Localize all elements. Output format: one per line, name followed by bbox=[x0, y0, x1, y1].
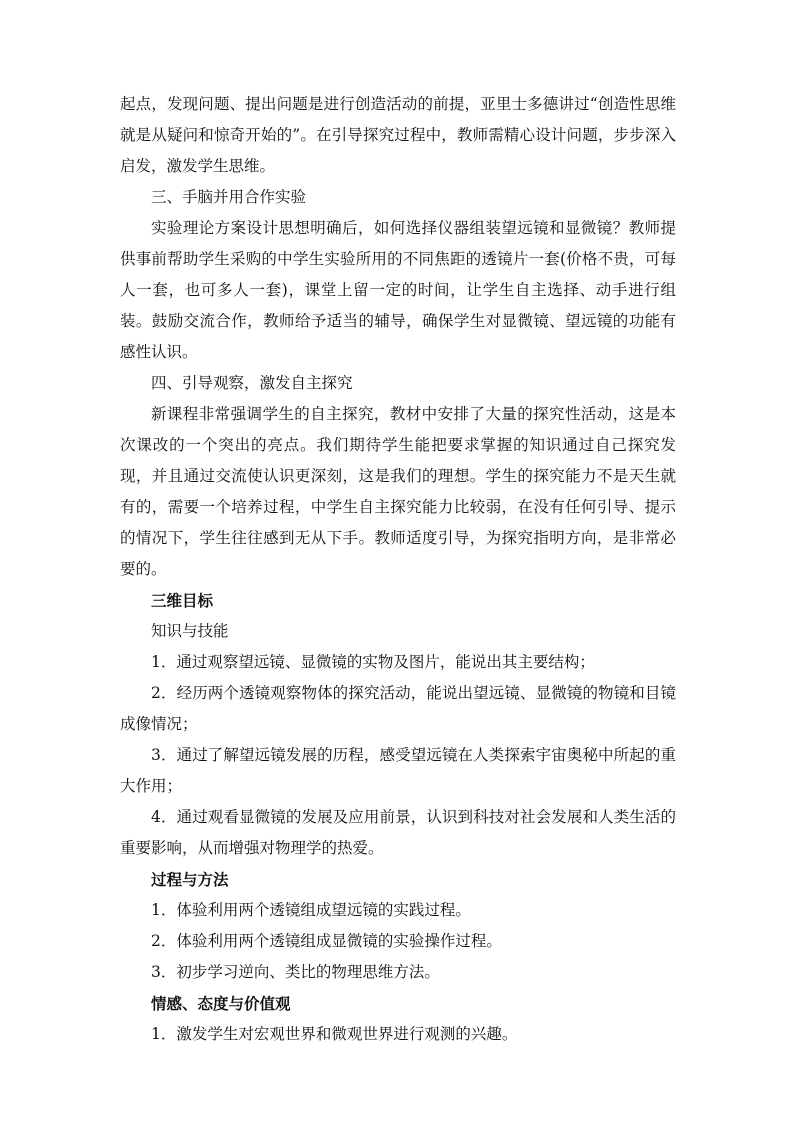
paragraph-experiment: 实验理论方案设计思想明确后，如何选择仪器组装望远镜和显微镜？教师提供事前帮助学生采购的中学生实验所用的不同焦距的透镜片一套(价格不贵，可每人一套，也可多人一套)，课堂上留一定的时间，让学生自主选择、动手进行组装。鼓励交流合作，教师给予适当的辅导，确保学生对显微镜、望远镜的功能有感性认识。 bbox=[120, 219, 676, 361]
list-item: 2．经历两个透镜观察物体的探究活动，能说出望远镜、显微镜的物镜和目镜成像情况； bbox=[120, 684, 676, 733]
document-body bbox=[120, 89, 676, 1050]
list-item: 3．初步学习逆向、类比的物理思维方法。 bbox=[151, 963, 440, 981]
list-item: 1．通过观察望远镜、显微镜的实物及图片，能说出其主要结构； bbox=[151, 653, 595, 671]
list-item: 3．通过了解望远镜发展的历程，感受望远镜在人类探索宇宙奥秘中所起的重大作用； bbox=[120, 746, 676, 795]
paragraph-inquiry: 新课程非常强调学生的自主探究，教材中安排了大量的探究性活动，这是本次课改的一个突出的亮点。我们期待学生能把要求掌握的知识通过自己探究发现，并且通过交流使认识更深刻，这是我们的理想。学生的探究能力不是天生就有的，需要一个培养过程，中学生自主探究能力比较弱，在没有任何引导、提示的情况下，学生往往感到无从下手。教师适度引导，为探究指明方向，是非常必要的。 bbox=[120, 405, 676, 578]
list-item: 4．通过观看显微镜的发展及应用前景，认识到科技对社会发展和人类生活的重要影响，从而增强对物理学的热爱。 bbox=[120, 808, 676, 857]
paragraph-intro: 起点，发现问题、提出问题是进行创造活动的前提，亚里士多德讲过“创造性思维就是从疑问和惊奇开始的”。在引导探究过程中，教师需精心设计问题，步步深入启发，激发学生思维。 bbox=[120, 95, 676, 175]
subheading-process-methods: 过程与方法 bbox=[151, 870, 229, 889]
section-heading-3: 三、手脑并用合作实验 bbox=[151, 188, 307, 206]
subheading-emotion-values: 情感、态度与价值观 bbox=[151, 994, 291, 1013]
subheading-knowledge-skills: 知识与技能 bbox=[151, 622, 229, 640]
heading-three-dim-goals: 三维目标 bbox=[151, 591, 214, 610]
list-item: 1．激发学生对宏观世界和微观世界进行观测的兴趣。 bbox=[151, 1025, 518, 1043]
list-item: 1．体验利用两个透镜组成望远镜的实践过程。 bbox=[151, 901, 471, 919]
list-item: 2．体验利用两个透镜组成显微镜的实验操作过程。 bbox=[151, 932, 502, 950]
section-heading-4: 四、引导观察，激发自主探究 bbox=[151, 374, 353, 392]
